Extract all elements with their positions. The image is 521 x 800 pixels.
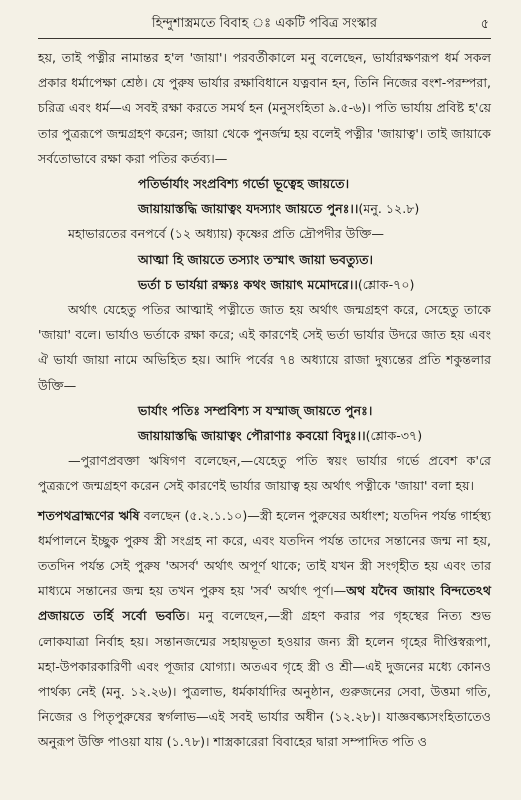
- header-rule: [38, 38, 491, 39]
- verse-2-text: ভর্তা চ ভার্যয়া রক্ষ্যঃ কথং জায়াৎ মমোদরে।।: [138, 276, 358, 292]
- shatapatha-reference: শতপথব্রাহ্মণের ঋষি: [38, 507, 140, 523]
- page-number: ৫: [480, 17, 489, 32]
- verse-1-line-1: পতির্ভার্যাং সংপ্রবিশ্য গর্ভো ভূত্বেহ জায়তে।: [138, 176, 350, 192]
- sanskrit-quote: অথ যদৈব জায়াং বিন্দতেঽথ প্রজায়তে তর্হি সর্বো ভবতি: [38, 583, 492, 624]
- running-title: হিন্দুশাস্ত্রমতে বিবাহ ঃ একটি পবিত্র সংস্কার: [151, 15, 378, 31]
- paragraph-5-part-a: বলছেন (৫.২.১.১০)—স্ত্রী হলেন পুরুষের অর্ধাংশ; যতদিন পর্যন্ত গার্হস্থ্য ধর্মপালনে ইচ্ছুক পুরুষ স্ত্রী সংগ্রহ না করে, এবং যতদিন পর্যন্ত তাদের সন্তানের জন্ম না হয়, ততদিন পর্যন্ত সেই পুরুষ 'অসর্ব' অর্থাৎ অপূর্ণ থাকে; তাই যখন স্ত্রী সংগৃহীত হয় এবং তার মাধ্যমে সন্তানের জন্ম হয় তখন পুরুষ হয় 'সর্ব' অর্থাৎ পূর্ণ।—: [38, 507, 491, 599]
- paragraph-5: [38, 503, 491, 755]
- verse-1-text: জায়ায়াস্তদ্ধি জায়াত্বং যদস্যাং জায়তে পুনঃ।।: [138, 201, 359, 217]
- verse-2-line-2: [38, 272, 491, 297]
- verse-2-citation: (শ্লোক-৭০): [357, 276, 415, 292]
- verse-3-line-1: ভার্যাং পতিঃ সম্প্রবিশ্য স যস্মাজ্ জায়তে পুনঃ।: [138, 402, 373, 418]
- verse-3-text: জায়ায়াস্তদ্ধি জায়াত্বং পৌরাণাঃ কবয়ো বিদুঃ।।: [138, 428, 366, 444]
- paragraph-5-part-b: । মনু বলেছেন,—স্ত্রী গ্রহণ করার পর গৃহস্থের নিত্য শুভ লোকযাত্রা নির্বাহ হয়। সন্তানজন্মের সহায়ভূতা হওয়ার জন্য স্ত্রী হলেন গৃহের দীপ্তিস্বরূপা, মহা-উপকারকারিণী এবং পূজার যোগ্যা। অতএব গৃহে স্ত্রী ও শ্রী—এই দুজনের মধ্যে কোনও পার্থক্য নেই (মনু. ১২.২৬)। পুত্রলাভ, ধর্মকার্যাদির অনুষ্ঠান, গুরুজনের সেবা, উত্তমা গতি, নিজের ও পিতৃপুরুষের স্বর্গলাভ—এই সবই ভার্যার অধীন (১২.২৮)। যাজ্ঞবল্ক্যসংহিতাতেও অনুরূপ উক্তি পাওয়া যায় (১.৭৮)। শাস্ত্রকারেরা বিবাহের দ্বারা সম্পাদিত পতি ও: [38, 608, 491, 750]
- paragraph-4: —পুরাণপ্রবক্তা ঋষিগণ বলেছেন,—যেহেতু পতি স্বয়ং ভার্যার গর্ভে প্রবেশ ক'রে পুত্ররূপে জন্মগ্রহণ করেন সেই কারণেই ভার্যার জায়াত্ব হয় অর্থাৎ পত্নীকে 'জায়া' বলা হয়।: [38, 453, 491, 494]
- paragraph-3: অর্থাৎ যেহেতু পতির আত্মাই পত্নীতে জাত হয় অর্থাৎ জন্মগ্রহণ করে, সেহেতু তাকে 'জায়া' বলে। ভার্যাও ভর্তাকে রক্ষা করে; এই কারণেই সেই ভর্তা ভার্যার উদরে জাত হয় এবং ঐ ভার্যা জায়া নামে অভিহিত হয়। আদি পর্বের ৭৪ অধ্যায়ে রাজা দুষ্যন্তের প্রতি শকুন্তলার উক্তি—: [38, 302, 491, 393]
- verse-2-line-1: আত্মা হি জায়তে তস্যাং তস্মাৎ জায়া ভবত্যুত।: [138, 251, 374, 267]
- verse-1-citation: (মনু. ১২.৮): [358, 201, 420, 217]
- verse-1-line-2: [38, 196, 491, 221]
- verse-3-citation: (শ্লোক-৩৭): [365, 428, 423, 444]
- verse-3-line-2: [38, 423, 491, 448]
- page-header: [38, 12, 491, 36]
- paragraph-1: হয়, তাই পত্নীর নামান্তর হ'ল 'জায়া'। পরবর্তীকালে মনু বলেছেন, ভার্যারক্ষণরূপ ধর্ম সকল প্রকার ধর্মাপেক্ষা শ্রেষ্ঠ। যে পুরুষ ভার্যার রক্ষাবিধানে যত্নবান হন, তিনি নিজের বংশ-পরম্পরা, চরিত্র এবং ধর্ম—এ সবই রক্ষা করতে সমর্থ হন (মনুসংহিতা ৯.৫-৬)। পতি ভার্যায় প্রবিষ্ট হ'য়ে তার পুত্ররূপে জন্মগ্রহণ করেন; জায়া থেকে পুনর্জন্ম হয় বলেই পত্নীর 'জায়াত্ব'। তাই জায়াকে সর্বতোভাবে রক্ষা করা পতির কর্তব্য।—: [38, 50, 491, 166]
- paragraph-2: মহাভারতের বনপর্বে (১২ অধ্যায়) কৃষ্ণের প্রতি দ্রৌপদীর উক্তি—: [68, 226, 384, 242]
